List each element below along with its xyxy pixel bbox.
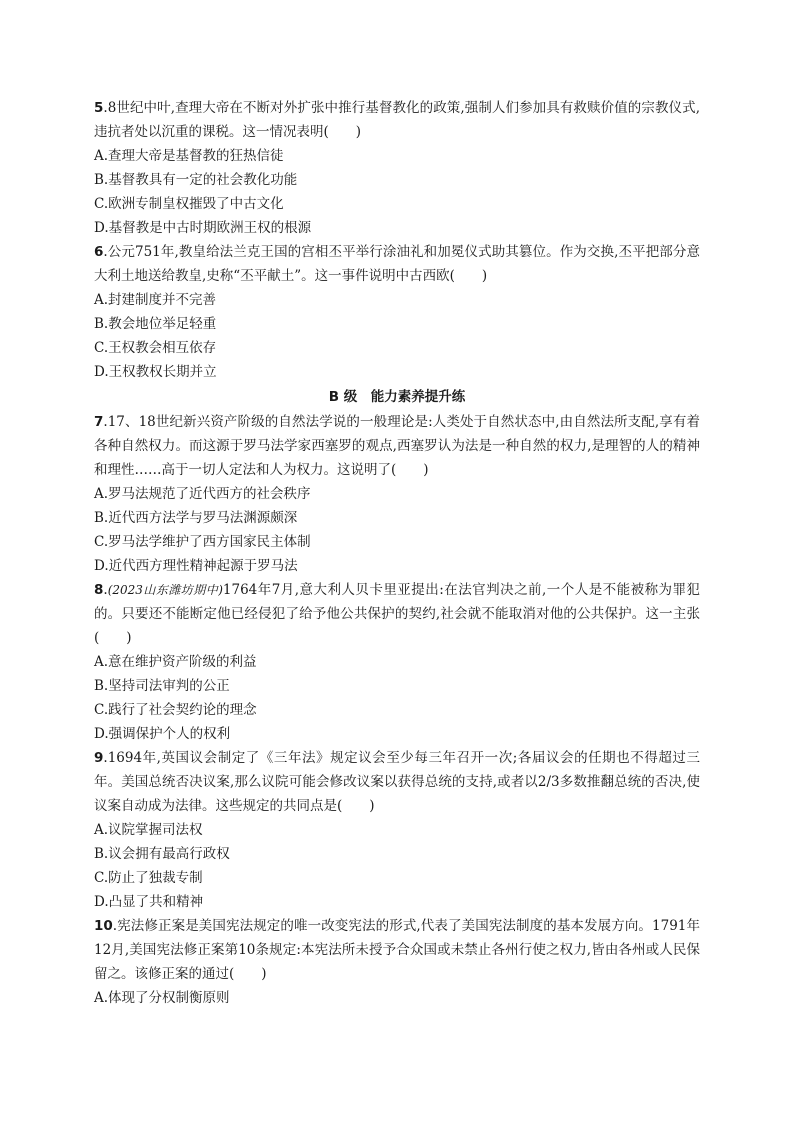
option-b[interactable]: B.基督教具有一定的社会教化功能 [94,172,298,188]
question-list [94,96,700,1010]
question-9 [94,746,700,914]
option-a[interactable]: A.封建制度并不完善 [94,292,217,308]
option-d[interactable]: D.基督教是中古时期欧洲王权的根源 [94,220,312,236]
option-d[interactable]: D.凸显了共和精神 [94,894,204,910]
option-a[interactable]: A.议院掌握司法权 [94,822,203,838]
question-8 [94,578,700,746]
option-c[interactable]: C.防止了独裁专制 [94,870,203,886]
option-b[interactable]: B.近代西方法学与罗马法渊源颇深 [94,510,298,526]
question-stem: 6.公元751年,教皇给法兰克王国的宫相丕平举行涂油礼和加冕仪式助其篡位。作为交换,丕平把部分意大利土地送给教皇,史称“丕平献土”。这一事件说明中古西欧( ) [94,244,700,284]
question-number: 7 [94,414,104,430]
option-c[interactable]: C.践行了社会契约论的理念 [94,702,257,718]
question-stem: 9.1694年,英国议会制定了《三年法》规定议会至少每三年召开一次;各届议会的任期也不得超过三年。美国总统否决议案,那么议院可能会修改议案以获得总统的支持,或者以2/3多数推翻总统的否决,使议案自动成为法律。这些规定的共同点是( ) [94,750,700,814]
section-heading-b: B 级 能力素养提升练 [328,389,466,405]
question-number: 10 [94,918,113,934]
question-source: (2023山东潍坊期中) [107,583,223,597]
option-a[interactable]: A.罗马法规范了近代西方的社会秩序 [94,486,311,502]
option-b[interactable]: B.议会拥有最高行政权 [94,846,230,862]
question-stem: 8.(2023山东潍坊期中)1764年7月,意大利人贝卡里亚提出:在法官判决之前,一个人是不能被称为罪犯的。只要还不能断定他已经侵犯了给予他公共保护的契约,社会就不能取消对他的公共保护。这一主张( ) [94,582,700,646]
option-a[interactable]: A.查理大帝是基督教的狂热信徒 [94,148,284,164]
option-d[interactable]: D.王权教权长期并立 [94,364,217,380]
option-c[interactable]: C.欧洲专制皇权摧毁了中古文化 [94,196,284,212]
question-stem: 7.17、18世纪新兴资产阶级的自然法学说的一般理论是:人类处于自然状态中,由自然法所支配,享有着各种自然权力。而这源于罗马法学家西塞罗的观点,西塞罗认为法是一种自然的权力,是理智的人的精神和理性……高于一切人定法和人为权力。这说明了( ) [94,414,700,478]
option-c[interactable]: C.王权教会相互依存 [94,340,217,356]
option-c[interactable]: C.罗马法学维护了西方国家民主体制 [94,534,311,550]
option-a[interactable]: A.意在维护资产阶级的利益 [94,654,257,670]
option-d[interactable]: D.强调保护个人的权利 [94,726,231,742]
question-number: 5 [94,100,104,116]
question-10 [94,914,700,1010]
option-a[interactable]: A.体现了分权制衡原则 [94,990,230,1006]
option-b[interactable]: B.教会地位举足轻重 [94,316,217,332]
option-d[interactable]: D.近代西方理性精神起源于罗马法 [94,558,298,574]
question-number: 6 [94,244,104,260]
question-stem: 5.8世纪中叶,查理大帝在不断对外扩张中推行基督教化的政策,强制人们参加具有救赎价值的宗教仪式,违抗者处以沉重的课税。这一情况表明( ) [94,100,700,140]
question-7 [94,410,700,578]
question-number: 8 [94,582,104,598]
question-number: 9 [94,750,104,766]
question-stem: 10.宪法修正案是美国宪法规定的唯一改变宪法的形式,代表了美国宪法制度的基本发展方向。1791年12月,美国宪法修正案第10条规定:本宪法所未授予合众国或未禁止各州行使之权力,皆由各州或人民保留之。该修正案的通过( ) [94,918,700,982]
question-5 [94,96,700,240]
question-6 [94,240,700,384]
option-b[interactable]: B.坚持司法审判的公正 [94,678,230,694]
